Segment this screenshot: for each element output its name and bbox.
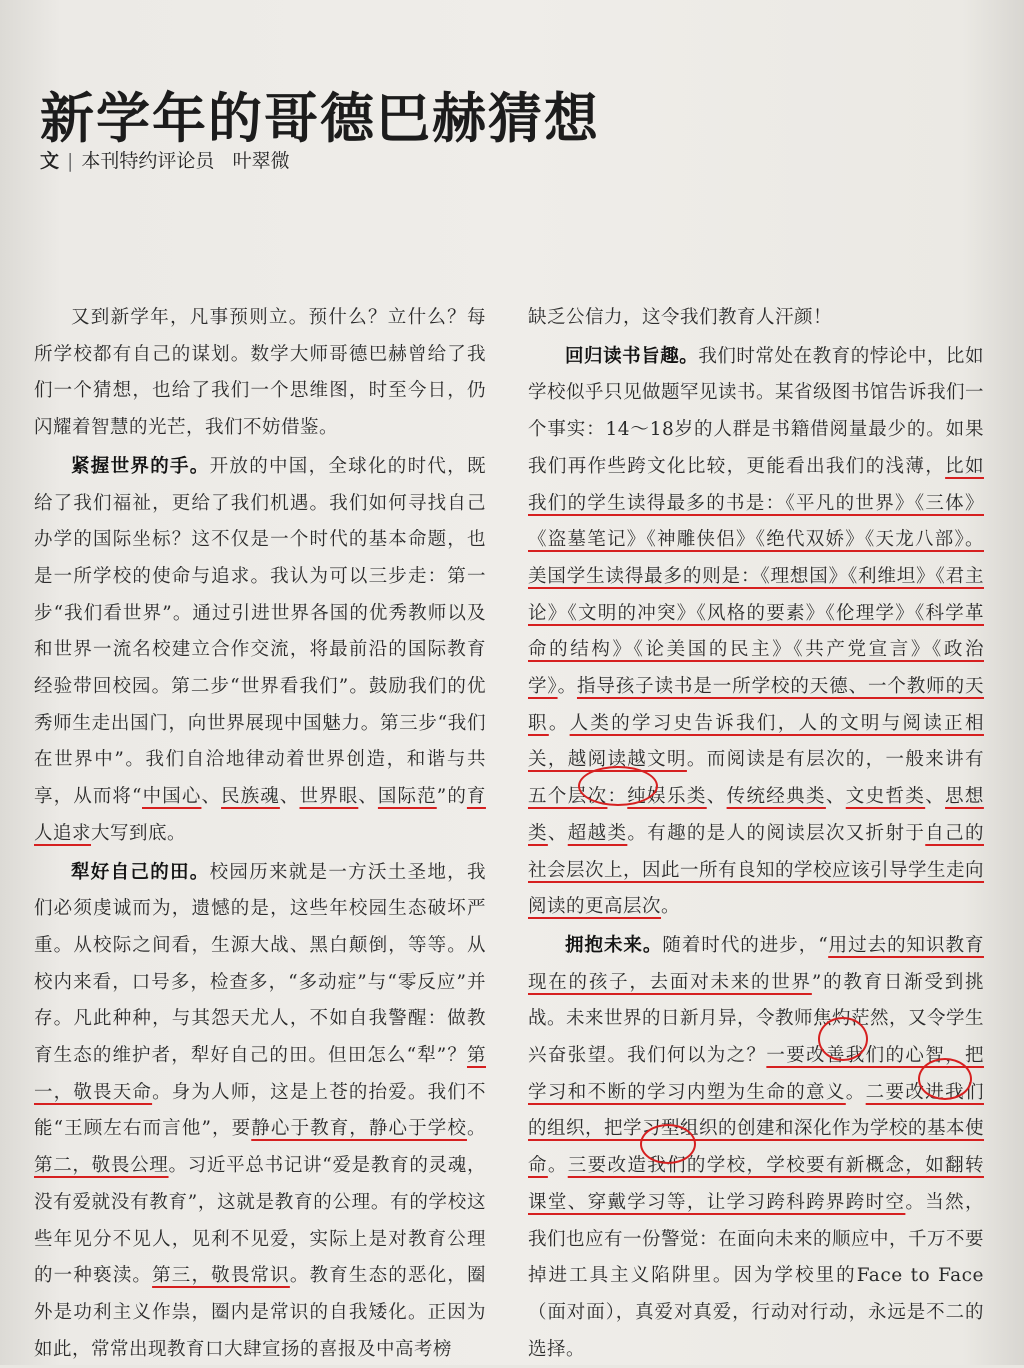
paragraph-text: 。 [845, 1081, 866, 1103]
paragraph-text: 。 [557, 676, 577, 698]
paragraph-text: 。 [466, 1118, 486, 1140]
paragraph-text: 、 [825, 786, 846, 808]
highlight: 三要改造我们的学校，学校要有新概念，如翻转课堂、穿戴学习等，让学习跨科跨界跨时空 [528, 1155, 984, 1213]
highlight: 国际范 [377, 786, 437, 808]
annotation-circle [818, 1017, 868, 1061]
paragraph-text: 、 [925, 786, 946, 808]
highlight: 指导孩子读书是一所学校的天德、一个教师的天职 [528, 676, 984, 734]
paragraph-text: 、 [358, 786, 378, 808]
annotation-circle [640, 1124, 696, 1164]
paragraph-future [528, 928, 984, 1368]
byline-separator: | [67, 150, 74, 172]
highlight: 自己的社会层次上，因此一所有良知的学校应该引导学生走向阅读的更高层次 [528, 822, 985, 918]
section-heading-future: 拥抱未来。 [565, 934, 663, 956]
highlight: 传统经典类 [726, 786, 826, 808]
highlight: 育人追求 [34, 786, 486, 844]
annotation-circle [578, 766, 658, 806]
paragraph-field [34, 855, 486, 1368]
paragraph-reading [528, 339, 984, 926]
paragraph-text: 。有趣的是人的阅读层次又折射于 [627, 822, 926, 844]
highlight: 文史哲类 [845, 786, 926, 808]
paragraph-text: 。 [548, 712, 570, 734]
highlight: 思想类 [528, 786, 984, 844]
highlight: 中国心 [142, 786, 202, 808]
paragraph-text: 。习近平总书记讲“爱是教育的灵魂，没有爱就没有教育”，这就是教育的公理。有的学校这些年见分不见人，见利不见爱，实际上是对教育公理的一种亵渎。 [34, 1155, 486, 1287]
highlight: 民族魂 [221, 786, 280, 808]
paragraph-text: 开放的中国，全球化的时代，既给了我们福祉，更给了我们机遇。我们如何寻找自己办学的国际坐标？这不仅是一个时代的基本命题，也是一所学校的使命与追求。我认为可以三步走：第一步“我们看世界”。通过引进世界各国的优秀教师以及和世界一流名校建立合作交流，将最前沿的国际教育经验带回校园。第二步“世界看我们”。鼓励我们的优秀师生走出国门，向世界展现中国魅力。第三步“我们在世界中”。我们自洽地律动着世界创造，和谐与共享，从而将“ [34, 455, 486, 808]
paragraph-text: ： [607, 786, 628, 808]
paragraph-text: 随着时代的进步，“ [662, 934, 829, 956]
author-name: 叶翠微 [232, 150, 290, 172]
paragraph-text: ”的教育日渐受到挑战。未来世界的日新月异，令教师焦灼茫然，又令学生兴奋张望。我们何以为之？ [528, 971, 985, 1067]
highlight: 一要改善我们的心智，把学习和不断的学习内塑为生命的意义 [528, 1045, 984, 1103]
byline-prefix: 文 [40, 150, 60, 172]
highlight: 人类的学习史告诉我们，人的文明与阅读正相关，越阅读越文明 [528, 712, 984, 771]
highlight: 比如我们的学生读得最多的书是：《平凡的世界》《三体》《盗墓笔记》《神雕侠侣》《绝代双娇》《天龙八部》。美国学生读得最多的则是：《理想国》《利维坦》《君主论》《文明的冲突》《风格的要素》《伦理学》《科学革命的结构》《论美国的民主》《共产党宣言》《政治学》 [528, 455, 984, 698]
author-role: 本刊特约评论员 [81, 150, 215, 172]
paragraph-text: 校园历来就是一方沃土圣地，我们必须虔诚而为，遗憾的是，这些年校园生态破坏严重。从校际之间看，生源大战、黑白颠倒，等等。从校内来看，口号多，检查多，“多动症”与“零反应”并存。凡此种种，与其怨天尤人，不如自我警醒：做教育生态的维护者，犁好自己的田。但田怎么“犁”？ [34, 861, 486, 1067]
paragraph-text: 、 [706, 786, 727, 808]
paragraph-text: 。 [547, 1155, 568, 1177]
paragraph-text: 。当然，我们也应有一份警觉：在面向未来的顺应中，千万不要掉进工具主义陷阱里。因为学校里的Face to Face（面对面），真爱对真爱，行动对行动，永远是不二的选择。 [528, 1191, 985, 1360]
right-column [528, 300, 984, 1368]
highlight: 第一，敬畏天命 [34, 1045, 486, 1103]
highlight: 静心于教育，静心于学校 [251, 1118, 467, 1140]
highlight: 第二，敬畏公理 [34, 1155, 169, 1177]
highlight: 纯娱乐类 [627, 786, 707, 808]
highlight: 超越类 [567, 822, 628, 844]
annotation-circle [918, 1058, 972, 1100]
byline [40, 146, 290, 173]
intro-paragraph: 又到新学年，凡事预则立。预什么？立什么？每所学校都有自己的谋划。数学大师哥德巴赫曾给了我们一个猜想，也给了我们一个思维图，时至今日，仍闪耀着智慧的光芒，我们不妨借鉴。 [34, 307, 486, 439]
paragraph-text: 大写到底。 [91, 822, 187, 844]
left-column [34, 300, 486, 1368]
section-heading-world: 紧握世界的手。 [71, 455, 210, 477]
paragraph-text: 。 [661, 896, 681, 918]
highlight: 世界眼 [299, 786, 359, 808]
paragraph-text: 、 [547, 822, 568, 844]
continued-paragraph: 缺乏公信力，这令我们教育人汗颜！ [528, 307, 833, 328]
highlight: 二要改进我们的组织，把学习型组织的创建和深化作为学校的基本使命 [528, 1081, 985, 1177]
paragraph-text: 、 [201, 786, 222, 808]
highlight: 第三，敬畏常识 [152, 1265, 290, 1287]
paragraph-text: 、 [279, 786, 300, 808]
paragraph-text: 我们时常处在教育的悖论中，比如学校似乎只见做题罕见读书。某省级图书馆告诉我们一个事实：14～18岁的人群是书籍借阅量最少的。如果我们再作些跨文化比较，更能看出我们的浅薄， [528, 345, 985, 477]
paragraph-text: 。而阅读是有层次的，一般来讲有 [686, 749, 984, 771]
article-title: 新学年的哥德巴赫猜想 [40, 87, 600, 151]
section-heading-field: 犁好自己的田。 [71, 861, 210, 883]
section-heading-reading: 回归读书旨趣。 [565, 345, 699, 367]
paragraph-text: 。教育生态的恶化，圈外是功利主义作祟，圈内是常识的自我矮化。正因为如此，常常出现教育口大肆宣扬的喜报及中高考榜 [34, 1265, 486, 1360]
highlight: 五个层次 [528, 786, 608, 808]
paragraph-text: 。身为人师，这是上苍的抬爱。我们不能“王顾左右而言他”，要 [34, 1081, 486, 1140]
highlight: 用过去的知识教育现在的孩子，去面对未来的世界 [528, 934, 984, 993]
paragraph-world [34, 449, 486, 853]
paragraph-text: ”的 [436, 786, 467, 808]
